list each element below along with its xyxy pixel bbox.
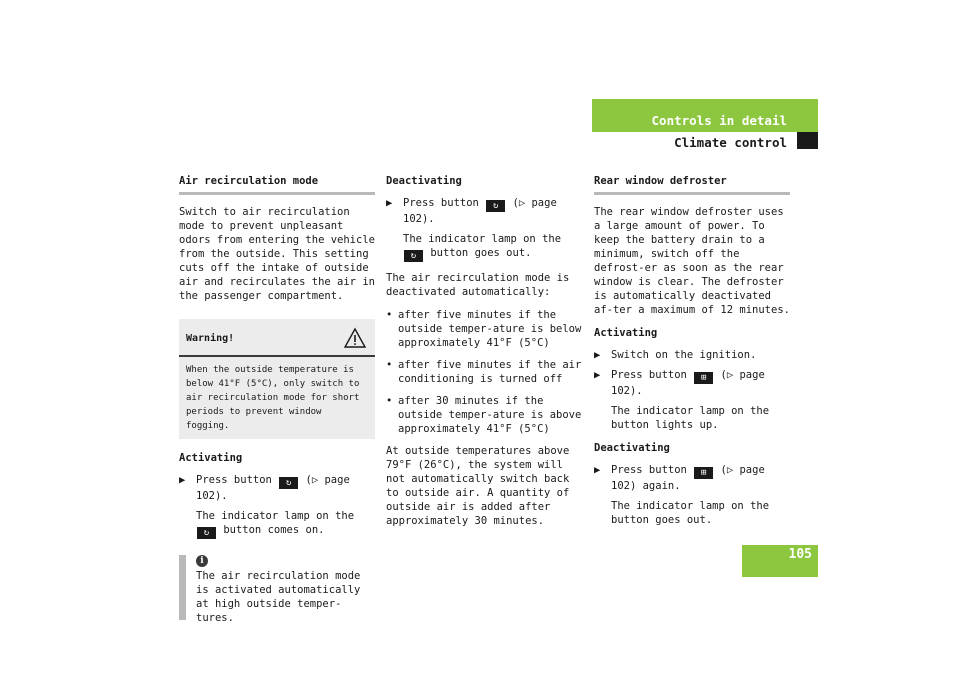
step-press-recirculation (179, 473, 375, 503)
bullet-text: after 30 minutes if the outside temper-ature is above approximately 41°F (5°C) (398, 395, 582, 435)
step-text-suffix: (▷ page 102). (611, 369, 765, 397)
step-text-prefix: Press button (196, 474, 272, 486)
step-press-recirculation (386, 196, 584, 226)
result-suffix: button goes out. (430, 247, 532, 259)
step-switch-ignition (594, 348, 790, 362)
column-recirculation-deactivate (386, 174, 584, 537)
subsection-title: Climate control (674, 135, 787, 150)
step-text: Switch on the ignition. (611, 349, 757, 361)
header-black-tab (797, 132, 818, 149)
step-arrow-icon: ▶ (594, 369, 601, 381)
step-arrow-icon: ▶ (594, 349, 601, 361)
step-text-prefix: Press button (611, 464, 687, 476)
list-item (386, 358, 584, 386)
recirculation-button-icon: ↻ (279, 477, 298, 489)
bullet-text: after five minutes if the outside temper-ature is below approximately 41°F (5°C) (398, 309, 582, 349)
step-result: The indicator lamp on the button lights up. (611, 405, 770, 431)
column-rear-defroster (594, 174, 790, 536)
step-result: The indicator lamp on the button goes out. (611, 500, 770, 526)
warning-triangle-icon (344, 327, 366, 349)
step-arrow-icon: ▶ (179, 474, 186, 486)
step-text-suffix: (▷ page 102) again. (611, 464, 765, 492)
auto-deactivation-intro: The air recirculation mode is deactivated automatically: (386, 272, 570, 298)
bullet-text: after five minutes if the air conditioning is turned off (398, 359, 582, 385)
info-text: The air recirculation mode is activated automatically at high outside temper-tures. (196, 570, 361, 624)
list-item (386, 394, 584, 436)
deactivating-label: Deactivating (386, 175, 462, 187)
bullet-icon: • (386, 359, 393, 371)
activating-label: Activating (179, 452, 243, 464)
warning-header (179, 319, 375, 355)
column-recirculation-activate (179, 174, 375, 625)
deactivating-label: Deactivating (594, 442, 670, 454)
info-side-bar (179, 555, 186, 620)
warning-text: When the outside temperature is below 41°F (5°C), only switch to air recirculation mode for short periods to prevent window fogging. (186, 365, 360, 431)
step-result (386, 232, 584, 262)
closing-paragraph: At outside temperatures above 79°F (26°C), the system will not automatically switch back to outside air. A quantity of outside air is added after approximately 30 minutes. (386, 445, 570, 527)
warning-title: Warning! (186, 333, 235, 344)
info-box (179, 555, 375, 625)
heading-rear-window-defroster: Rear window defroster (594, 175, 727, 187)
rear-defroster-button-icon: ⊞ (694, 372, 713, 384)
step-text-suffix: (▷ page 102). (403, 197, 557, 225)
rear-defroster-button-icon: ⊞ (694, 467, 713, 479)
step-arrow-icon: ▶ (594, 464, 601, 476)
heading-rule (594, 192, 790, 195)
list-item (386, 308, 584, 350)
page-number: 105 (788, 547, 812, 562)
recirculation-button-icon: ↻ (404, 250, 423, 262)
heading-rule (179, 192, 375, 195)
info-icon: i (196, 555, 208, 567)
step-text-prefix: Press button (611, 369, 687, 381)
result-prefix: The indicator lamp on the (403, 233, 562, 245)
recirculation-button-icon: ↻ (486, 200, 505, 212)
bullet-icon: • (386, 395, 393, 407)
result-suffix: button comes on. (223, 524, 325, 536)
step-text-suffix: (▷ page 102). (196, 474, 350, 502)
step-result (179, 509, 375, 539)
step-text-prefix: Press button (403, 197, 479, 209)
defroster-intro: The rear window defroster uses a large amount of power. To keep the battery drain to a minimum, switch off the defrost-er as soon as the rear window is clear. The defroster is automatically deactivated af-ter a maximum of 12 minutes. (594, 206, 790, 316)
recirculation-intro: Switch to air recirculation mode to prevent unpleasant odors from entering the vehicle from the outside. This setting cuts off the intake of outside air and recirculates the air in the passenger compartment. (179, 206, 375, 302)
recirculation-button-icon: ↻ (197, 527, 216, 539)
result-prefix: The indicator lamp on the (196, 510, 355, 522)
heading-air-recirculation: Air recirculation mode (179, 175, 319, 187)
warning-box (179, 319, 375, 439)
bullet-icon: • (386, 309, 393, 321)
step-press-defroster-again (594, 463, 790, 493)
step-arrow-icon: ▶ (386, 197, 393, 209)
step-press-defroster (594, 368, 790, 398)
section-title: Controls in detail (651, 113, 787, 128)
activating-label: Activating (594, 327, 658, 339)
